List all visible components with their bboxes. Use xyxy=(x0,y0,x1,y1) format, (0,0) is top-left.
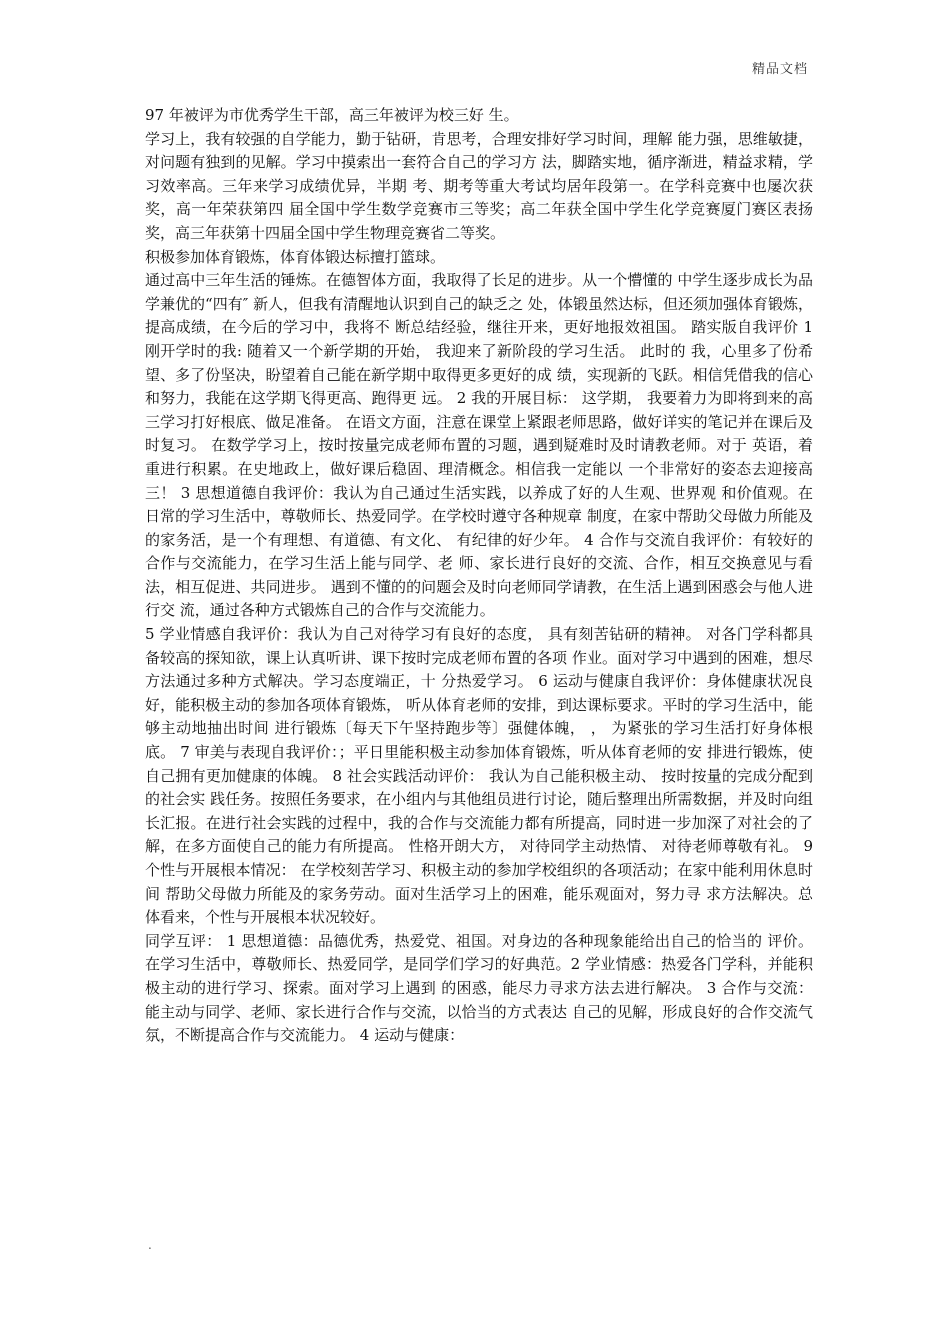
paragraph-self-evaluation: 通过高中三年生活的锤炼。在德智体方面，我取得了长足的进步。从一个懵懂的 中学生逐步成长为品学兼优的“四有″ 新人，但我有清醒地认识到自己的缺乏之 处，体锻虽然达标，但还须加强体育锻炼，提高成绩，在今后的学习中，我将不 断总结经验，继往开来，更好地报效祖国。 踏实版自我评价 1 刚开学时的我: 随着又一个新学期的开始， 我迎来了新阶段的学习生活。 此时的 我，心里多了份希望、多了份坚决，盼望着自己能在新学期中取得更多更好的成 绩，实现新的飞跃。相信凭借我的信心和努力，我能在这学期飞得更高、跑得更 远。 2 我的开展目标： 这学期， 我要着力为即将到来的高三学习打好根底、做足准备。 在语文方面，注意在课堂上紧跟老师思路，做好详实的笔记并在课后及时复习。 在数学学习上，按时按量完成老师布置的习题，遇到疑难时及时请教老师。对于 英语，着重进行积累。在史地政上，做好课后稳固、理清概念。相信我一定能以 一个非常好的姿态去迎接高三！ 3 思想道德自我评价：我认为自己通过生活实践，以养成了好的人生观、世界观 和价值观。在日常的学习生活中，尊敬师长、热爱同学。在学校时遵守各种规章 制度，在家中帮助父母做力所能及的家务活，是一个有理想、有道德、有文化、 有纪律的好少年。 4 合作与交流自我评价：有较好的合作与交流能力，在学习生活上能与同学、老 师、家长进行良好的交流、合作，相互交换意见与看法，相互促进、共同进步。 遇到不懂的的问题会及时向老师同学请教，在生活上遇到困惑会与他人进行交 流，通过各种方式锻炼自己的合作与交流能力。 xyxy=(145,271,813,620)
paragraph-study: 学习上，我有较强的自学能力，勤于钻研，肯思考，合理安排好学习时间，理解 能力强，思维敏捷，对问题有独到的见解。学习中摸索出一套符合自己的学习方 法，脚踏实地，循序渐进，精益求精，学习效率高。三年来学习成绩优异，半期 考、期考等重大考试均居年段第一。在学科竞赛中也屡次获奖，高一年荣获第四 届全国中学生数学竞赛市三等奖；高二年获全国中学生化学竞赛厦门赛区表扬 奖，高三年获第十四届全国中学生物理竞赛省二等奖。 xyxy=(145,129,813,242)
page-header-label: 精品文档 xyxy=(751,62,808,77)
page-footer-mark: . xyxy=(148,1238,152,1252)
paragraph-honors: 97 年被评为市优秀学生干部，高三年被评为校三好 生。 xyxy=(145,106,519,124)
document-body xyxy=(145,104,813,1048)
paragraph-sports: 积极参加体育锻炼，体育体锻达标擅打篮球。 xyxy=(145,247,446,266)
paragraph-academic-evaluation: 5 学业情感自我评价：我认为自己对待学习有良好的态度， 具有刻苦钻研的精神。 对各门学科都具备较高的探知欲，课上认真听讲、课下按时完成老师布置的各项 作业。面对学习中遇到的困难，想尽方法通过多种方式解决。学习态度端正，十 分热爱学习。 6 运动与健康自我评价：身体健康状况良好，能积极主动的参加各项体育锻炼， 听从体育老师的安排，到达课标要求。平时的学习生活中，能够主动地抽出时间 进行锻炼〔每天下午坚持跑步等〕强健体魄， ， 为紧张的学习生活打好身体根底。 7 审美与表现自我评价：；平日里能积极主动参加体育锻炼，听从体育老师的安 排进行锻炼，使自己拥有更加健康的体魄。 8 社会实践活动评价： 我认为自己能积极主动、 按时按量的完成分配到的社会实 践任务。按照任务要求，在小组内与其他组员进行讨论，随后整理出所需数据，并及时向组长汇报。在进行社会实践的过程中，我的合作与交流能力都有所提高，同时进一步加深了对社会的了解，在多方面使自己的能力有所提高。 性格开朗大方， 对待同学主动热情、 对待老师尊敬有礼。 9 个性与开展根本情况： 在学校刻苦学习、积极主动的参加学校组织的各项活动；在家中能利用休息时间 帮助父母做力所能及的家务劳动。面对生活学习上的困难，能乐观面对，努力寻 求方法解决。总体看来，个性与开展根本状况较好。 xyxy=(145,625,813,927)
paragraph-peer-review: 同学互评： 1 思想道德：品德优秀，热爱党、祖国。对身边的各种现象能给出自己的恰当的 评价。在学习生活中，尊敬师长、热爱同学，是同学们学习的好典范。2 学业情感：热爱各门学科，并能积极主动的进行学习、探索。面对学习上遇到 的困惑，能尽力寻求方法去进行解决。 3 合作与交流：能主动与同学、老师、家长进行合作与交流，以恰当的方式表达 自己的见解，形成良好的合作交流气氛，不断提高合作与交流能力。 4 运动与健康： xyxy=(145,931,813,1045)
